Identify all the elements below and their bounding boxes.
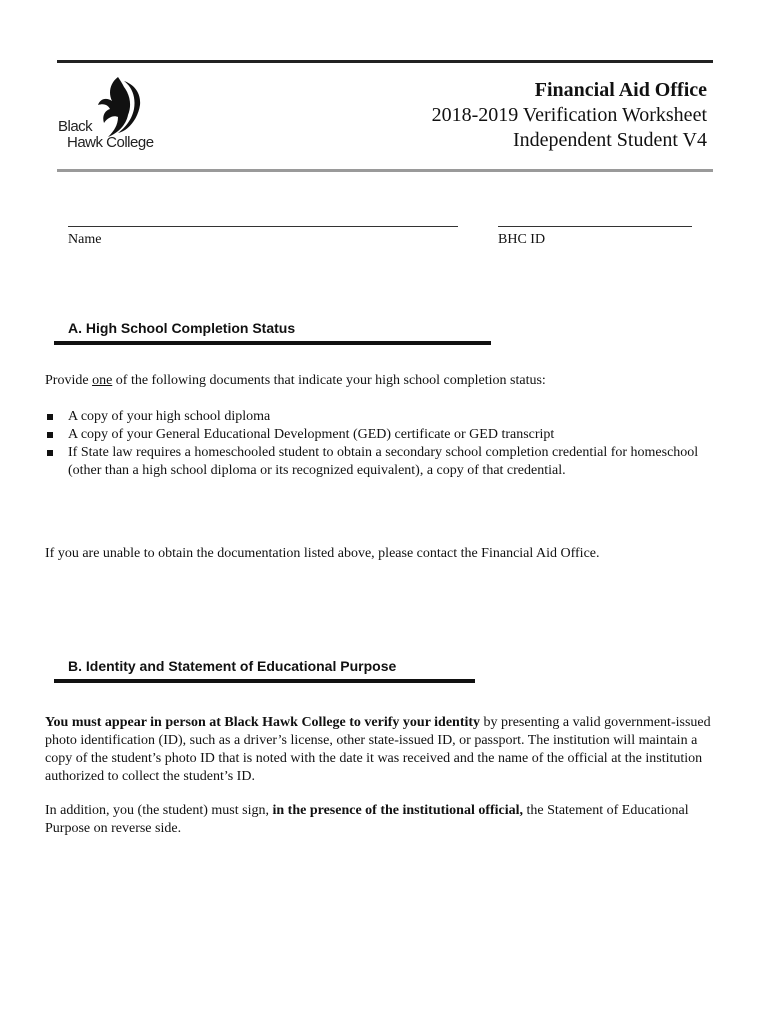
bhc-id-label: BHC ID	[498, 232, 546, 247]
header-top-rule	[57, 60, 713, 63]
signature-before: In addition, you (the student) must sign,	[45, 803, 273, 818]
list-item	[45, 426, 725, 444]
signature-after: the Statement of Educational Purpose on reverse side.	[45, 803, 689, 836]
intro-before: Provide	[45, 373, 93, 388]
signature-paragraph	[45, 802, 695, 838]
intro-underlined: one	[92, 373, 113, 388]
list-item-text: If State law requires a homeschooled student to obtain a secondary school completion credential for homeschool (other than a high school diploma or its recognized equivalent), a copy of that credential.	[68, 445, 699, 478]
college-logo	[58, 75, 176, 157]
worksheet-title: 2018-2019 Verification Worksheet	[431, 104, 707, 126]
contact-note: If you are unable to obtain the documentation listed above, please contact the Financial Aid Office.	[45, 546, 600, 561]
signature-bold: in the presence of the institutional official,	[272, 803, 524, 818]
header-bottom-rule	[57, 169, 713, 172]
logo-line-1: Black	[58, 118, 93, 135]
bullet-square-icon	[47, 414, 53, 420]
document-header	[432, 78, 707, 153]
bhc-id-field-line[interactable]	[498, 226, 692, 227]
list-item	[45, 408, 725, 426]
list-item-text: A copy of your General Educational Development (GED) certificate or GED transcript	[68, 427, 555, 442]
intro-after: of the following documents that indicate your high school completion status:	[112, 373, 546, 388]
section-b-title: B. Identity and Statement of Educational Purpose	[68, 658, 397, 674]
bullet-square-icon	[47, 450, 53, 456]
list-item-text: A copy of your high school diploma	[68, 409, 271, 424]
section-a-intro	[45, 372, 725, 390]
identity-paragraph	[45, 714, 715, 786]
name-field-line[interactable]	[68, 226, 458, 227]
student-type-title: Independent Student V4	[512, 129, 707, 151]
office-title: Financial Aid Office	[534, 79, 707, 101]
section-b-rule	[54, 679, 475, 683]
name-label: Name	[68, 232, 102, 247]
logo-line-2: Hawk College	[67, 134, 154, 151]
section-a-rule	[54, 341, 491, 345]
identity-details: by presenting a valid government-issued photo identification (ID), such as a driver’s license, other state-issued ID, or passport. The institution will maintain a copy of the student’s photo ID that is noted with the date it was received and the name of the official at the institution authorized to collect the student’s ID.	[45, 715, 711, 784]
logo-wordmark	[58, 119, 154, 151]
identity-requirement: You must appear in person at Black Hawk College to verify your identity	[45, 715, 481, 730]
document-options-list	[45, 408, 725, 480]
list-item	[45, 444, 725, 480]
section-a-title: A. High School Completion Status	[68, 320, 296, 336]
bullet-square-icon	[47, 432, 53, 438]
